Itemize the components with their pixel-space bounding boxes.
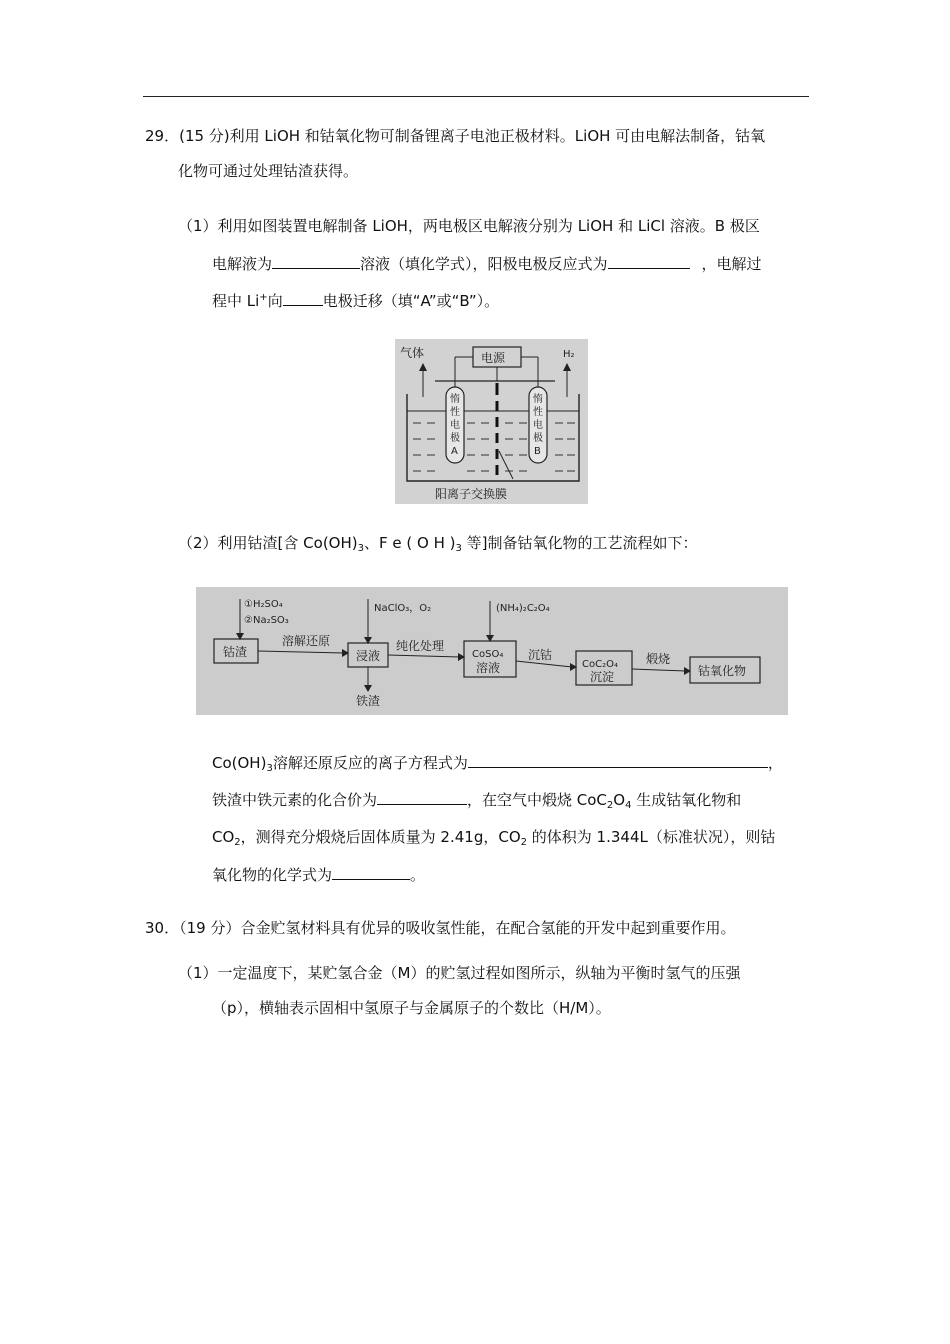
box-coso4-line1: CoSO₄: [472, 649, 504, 660]
gas-label: 气体: [400, 346, 425, 360]
electrode-a-char-2: 性: [450, 407, 460, 418]
reagent-na2so3: ②Na₂SO₃: [244, 615, 289, 626]
membrane-label: 阳离子交换膜: [435, 487, 508, 501]
process-flow-figure: [196, 587, 788, 715]
answer-blank[interactable]: [608, 253, 690, 269]
electrode-a-char-1: 惰: [450, 394, 460, 405]
q29-intro-line1: 29．(15 分)利用 LiOH 和钴氧化物可制备锂离子电池正极材料。LiOH 可由电解法制备，钴氧: [145, 127, 766, 145]
header-rule: [143, 96, 809, 97]
q29-part2-line1: （2）利用钴渣[含 $Co(OH)_3$、F e ( O H )$_3$ 等]制备钴氧化物的工艺流程如下：: [178, 534, 698, 554]
q30-part1-line2: （p），横轴表示固相中氢原子与金属原子的个数比（H/M）。: [212, 999, 611, 1017]
electrolysis-figure: [395, 339, 588, 504]
reagent-ammonium-oxalate: (NH₄)₂C₂O₄: [496, 603, 550, 614]
q29-part2-line5: 氧化物的化学式为 。: [212, 866, 426, 884]
q30-number: 30．: [145, 919, 180, 937]
electrode-a-char-3: 电: [450, 420, 460, 431]
q29-number: 29．: [145, 127, 180, 145]
q30-part1-line1: （1）一定温度下，某贮氢合金（M）的贮氢过程如图所示，纵轴为平衡时氢气的压强: [178, 964, 741, 982]
q29-part1-line1: （1）利用如图装置电解制备 LiOH，两电极区电解液分别为 LiOH 和 LiCl 溶液。B 极区: [178, 217, 760, 235]
q29-part2-line3: 铁渣中铁元素的化合价为 ，在空气中煅烧 $CoC_2O_4$ 生成钴氧化物和: [212, 791, 742, 811]
q29-part2-line2: $Co(OH)_3$溶解还原反应的离子方程式为 ，: [212, 754, 783, 774]
box-coc2o4-line1: CoC₂O₄: [582, 659, 618, 670]
answer-blank[interactable]: [468, 752, 768, 768]
step-calcine: 煅烧: [646, 652, 671, 666]
power-source-label: 电源: [481, 351, 506, 365]
answer-blank[interactable]: [377, 789, 467, 805]
box-coc2o4-line2: 沉淀: [590, 670, 615, 684]
q30-intro-line: 30．（19 分）合金贮氢材料具有优异的吸收氢性能，在配合氢能的开发中起到重要作用。: [145, 919, 736, 937]
step-purify: 纯化处理: [396, 639, 445, 653]
box-leachate: 浸液: [356, 649, 381, 663]
reagent-naclo3: NaClO₃，O₂: [374, 603, 432, 614]
electrode-b-char-3: 电: [533, 420, 543, 431]
step-precipitate-cobalt: 沉钴: [528, 648, 553, 662]
box-coso4-line2: 溶液: [476, 661, 501, 675]
byproduct-iron-residue: 铁渣: [356, 694, 381, 708]
answer-blank[interactable]: [332, 864, 410, 880]
electrode-b-char-1: 惰: [533, 394, 543, 405]
q29-part1-line2: 电解液为 溶液（填化学式），阳极电极反应式为 ，电解过: [212, 255, 762, 273]
electrode-b-char-2: 性: [533, 407, 543, 418]
electrode-b-char-4: 极: [533, 433, 543, 444]
step-dissolve-reduce: 溶解还原: [282, 634, 331, 648]
box-cobalt-residue: 钴渣: [223, 645, 248, 659]
answer-blank[interactable]: [283, 290, 323, 306]
electrode-b-char-5: B: [534, 446, 541, 457]
q29-part1-line3: 程中 Li+向 电极迁移（填“A”或“B”）。: [212, 292, 500, 310]
electrode-a-char-5: A: [451, 446, 458, 457]
reagent-h2so4: ①H₂SO₄: [244, 599, 283, 610]
q29-intro-line2: 化物可通过处理钴渣获得。: [178, 162, 359, 180]
h2-label: H₂: [563, 349, 575, 360]
electrode-a-char-4: 极: [450, 433, 460, 444]
q29-part2-line4: $CO_2$，测得充分煅烧后固体质量为 2.41g，$CO_2$ 的体积为 1.344L（标准状况），则钴: [212, 828, 776, 848]
box-cobalt-oxide: 钴氧化物: [698, 664, 747, 678]
answer-blank[interactable]: [272, 253, 360, 269]
